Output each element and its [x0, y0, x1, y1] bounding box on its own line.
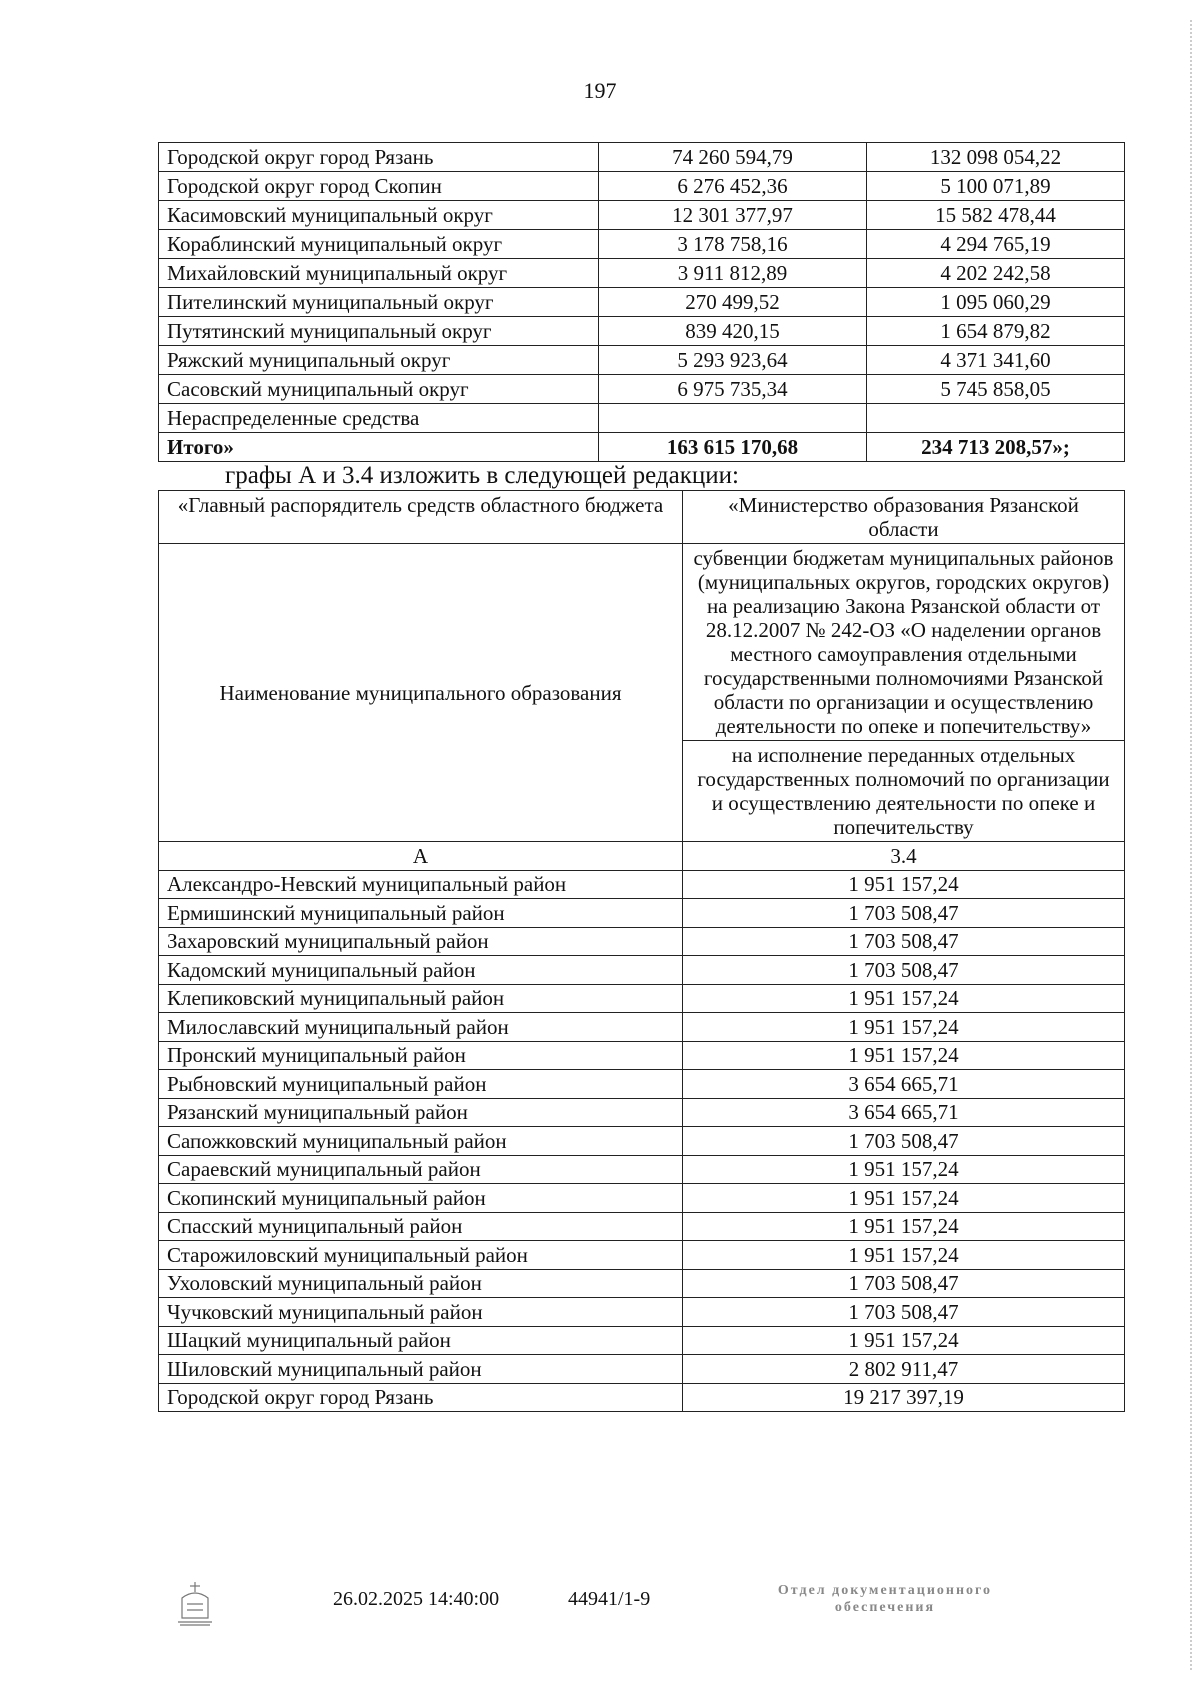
footer-doc-number: 44941/1-9	[568, 1588, 651, 1610]
value-col2-cell: 4 202 242,58	[867, 259, 1125, 288]
table-row	[159, 1241, 1125, 1270]
value-col2-cell: 1 095 060,29	[867, 288, 1125, 317]
value-cell: 1 951 157,24	[683, 1326, 1125, 1355]
table-row	[159, 1269, 1125, 1298]
table-row	[159, 230, 1125, 259]
value-cell: 1 951 157,24	[683, 1241, 1125, 1270]
table-row	[159, 870, 1125, 899]
value-cell: 3 654 665,71	[683, 1098, 1125, 1127]
district-name-cell: Милославский муниципальный район	[159, 1013, 683, 1042]
opeka-subvention-table	[158, 490, 1125, 1412]
table-row	[159, 346, 1125, 375]
table-row	[159, 899, 1125, 928]
value-col2-cell: 234 713 208,57»;	[867, 433, 1125, 462]
district-name-cell: Чучковский муниципальный район	[159, 1298, 683, 1327]
table-row	[159, 1013, 1125, 1042]
district-name-cell: Александро-Невский муниципальный район	[159, 870, 683, 899]
district-name-cell: Старожиловский муниципальный район	[159, 1241, 683, 1270]
value-cell: 1 951 157,24	[683, 984, 1125, 1013]
district-name-cell: Рыбновский муниципальный район	[159, 1070, 683, 1099]
value-col1-cell: 5 293 923,64	[599, 346, 867, 375]
table-row	[159, 317, 1125, 346]
district-name-cell: Михайловский муниципальный округ	[159, 259, 599, 288]
district-name-cell: Спасский муниципальный район	[159, 1212, 683, 1241]
table-row	[159, 375, 1125, 404]
table-row	[159, 1184, 1125, 1213]
coat-of-arms-logo	[172, 1578, 218, 1628]
table-row	[159, 201, 1125, 230]
district-name-cell: Касимовский муниципальный округ	[159, 201, 599, 230]
value-col2-cell: 1 654 879,82	[867, 317, 1125, 346]
value-col1-cell: 74 260 594,79	[599, 143, 867, 172]
district-name-cell: Пронский муниципальный район	[159, 1041, 683, 1070]
value-cell: 1 703 508,47	[683, 927, 1125, 956]
subvention-row	[159, 544, 1125, 741]
value-cell: 1 951 157,24	[683, 1155, 1125, 1184]
execution-description: на исполнение переданных отдельных государственных полномочий по организации и осуществлению деятельности по опеке и попечительству	[683, 741, 1125, 842]
table-row	[159, 1355, 1125, 1384]
table-row	[159, 956, 1125, 985]
district-name-cell: Городской округ город Рязань	[159, 143, 599, 172]
district-name-cell: Путятинский муниципальный округ	[159, 317, 599, 346]
value-cell: 1 703 508,47	[683, 1298, 1125, 1327]
table-row	[159, 259, 1125, 288]
value-cell: 1 951 157,24	[683, 1184, 1125, 1213]
allocation-table-continued	[158, 142, 1125, 462]
column-index-row	[159, 842, 1125, 871]
column-index-a: А	[159, 842, 683, 871]
column-index-b: 3.4	[683, 842, 1125, 871]
district-name-cell: Кадомский муниципальный район	[159, 956, 683, 985]
district-name-cell: Кораблинский муниципальный округ	[159, 230, 599, 259]
value-col2-cell: 15 582 478,44	[867, 201, 1125, 230]
margin-decoration	[1188, 20, 1192, 1670]
table-row	[159, 1155, 1125, 1184]
value-col1-cell: 3 178 758,16	[599, 230, 867, 259]
value-cell: 2 802 911,47	[683, 1355, 1125, 1384]
district-name-cell: Шацкий муниципальный район	[159, 1326, 683, 1355]
header-left-cell: «Главный распорядитель средств областного бюджета	[159, 491, 683, 544]
district-name-cell: Нераспределенные средства	[159, 404, 599, 433]
table-row	[159, 143, 1125, 172]
value-col1-cell: 6 276 452,36	[599, 172, 867, 201]
value-col2-cell: 5 745 858,05	[867, 375, 1125, 404]
table-row	[159, 1383, 1125, 1412]
value-cell: 1 703 508,47	[683, 1269, 1125, 1298]
instruction-text: графы А и 3.4 изложить в следующей редакции:	[225, 462, 739, 489]
value-col1-cell: 270 499,52	[599, 288, 867, 317]
table-row	[159, 1127, 1125, 1156]
district-name-cell: Городской округ город Скопин	[159, 172, 599, 201]
value-col2-cell: 4 371 341,60	[867, 346, 1125, 375]
value-cell: 1 703 508,47	[683, 899, 1125, 928]
table-row	[159, 1098, 1125, 1127]
district-name-cell: Шиловский муниципальный район	[159, 1355, 683, 1384]
stamp-line-2: обеспечения	[834, 1600, 936, 1615]
table-row	[159, 1041, 1125, 1070]
district-name-cell: Ермишинский муниципальный район	[159, 899, 683, 928]
stamp-line-1: Отдел документационного	[777, 1583, 993, 1598]
subvention-description: субвенции бюджетам муниципальных районов (муниципальных округов, городских округов) на реализацию Закона Рязанской области от 28.12.2007 № 242-ОЗ «О наделении органов местного самоуправления отдельными государственными полномочиями Рязанской области по организации и осуществлению деятельности по опеке и попечительству»	[683, 544, 1125, 741]
value-cell: 1 951 157,24	[683, 870, 1125, 899]
district-name-cell: Клепиковский муниципальный район	[159, 984, 683, 1013]
table-row	[159, 1326, 1125, 1355]
table-row	[159, 172, 1125, 201]
district-name-cell: Сараевский муниципальный район	[159, 1155, 683, 1184]
value-col1-cell: 6 975 735,34	[599, 375, 867, 404]
district-name-cell: Скопинский муниципальный район	[159, 1184, 683, 1213]
value-cell: 1 951 157,24	[683, 1013, 1125, 1042]
district-name-cell: Сасовский муниципальный округ	[159, 375, 599, 404]
value-col1-cell	[599, 404, 867, 433]
name-column-label: Наименование муниципального образования	[159, 544, 683, 842]
district-name-cell: Захаровский муниципальный район	[159, 927, 683, 956]
table-row	[159, 404, 1125, 433]
district-name-cell: Ухоловский муниципальный район	[159, 1269, 683, 1298]
district-name-cell: Ряжский муниципальный округ	[159, 346, 599, 375]
value-col1-cell: 12 301 377,97	[599, 201, 867, 230]
district-name-cell: Городской округ город Рязань	[159, 1383, 683, 1412]
value-col1-cell: 3 911 812,89	[599, 259, 867, 288]
table-row	[159, 288, 1125, 317]
value-col2-cell: 132 098 054,22	[867, 143, 1125, 172]
district-name-cell: Итого»	[159, 433, 599, 462]
table-row	[159, 1070, 1125, 1099]
value-col2-cell	[867, 404, 1125, 433]
value-cell: 1 703 508,47	[683, 1127, 1125, 1156]
footer-date: 26.02.2025 14:40:00	[333, 1588, 500, 1610]
value-cell: 1 951 157,24	[683, 1212, 1125, 1241]
value-cell: 19 217 397,19	[683, 1383, 1125, 1412]
page-number: 197	[583, 78, 617, 103]
header-row	[159, 491, 1125, 544]
table-row	[159, 1298, 1125, 1327]
value-cell: 1 951 157,24	[683, 1041, 1125, 1070]
value-col2-cell: 4 294 765,19	[867, 230, 1125, 259]
value-cell: 3 654 665,71	[683, 1070, 1125, 1099]
district-name-cell: Рязанский муниципальный район	[159, 1098, 683, 1127]
table-row	[159, 927, 1125, 956]
value-col1-cell: 839 420,15	[599, 317, 867, 346]
table-row	[159, 984, 1125, 1013]
table-row	[159, 1212, 1125, 1241]
total-row	[159, 433, 1125, 462]
value-col2-cell: 5 100 071,89	[867, 172, 1125, 201]
value-cell: 1 703 508,47	[683, 956, 1125, 985]
district-name-cell: Пителинский муниципальный округ	[159, 288, 599, 317]
district-name-cell: Сапожковский муниципальный район	[159, 1127, 683, 1156]
header-right-cell: «Министерство образования Рязанской области	[683, 491, 1125, 544]
value-col1-cell: 163 615 170,68	[599, 433, 867, 462]
department-stamp	[740, 1582, 1030, 1616]
